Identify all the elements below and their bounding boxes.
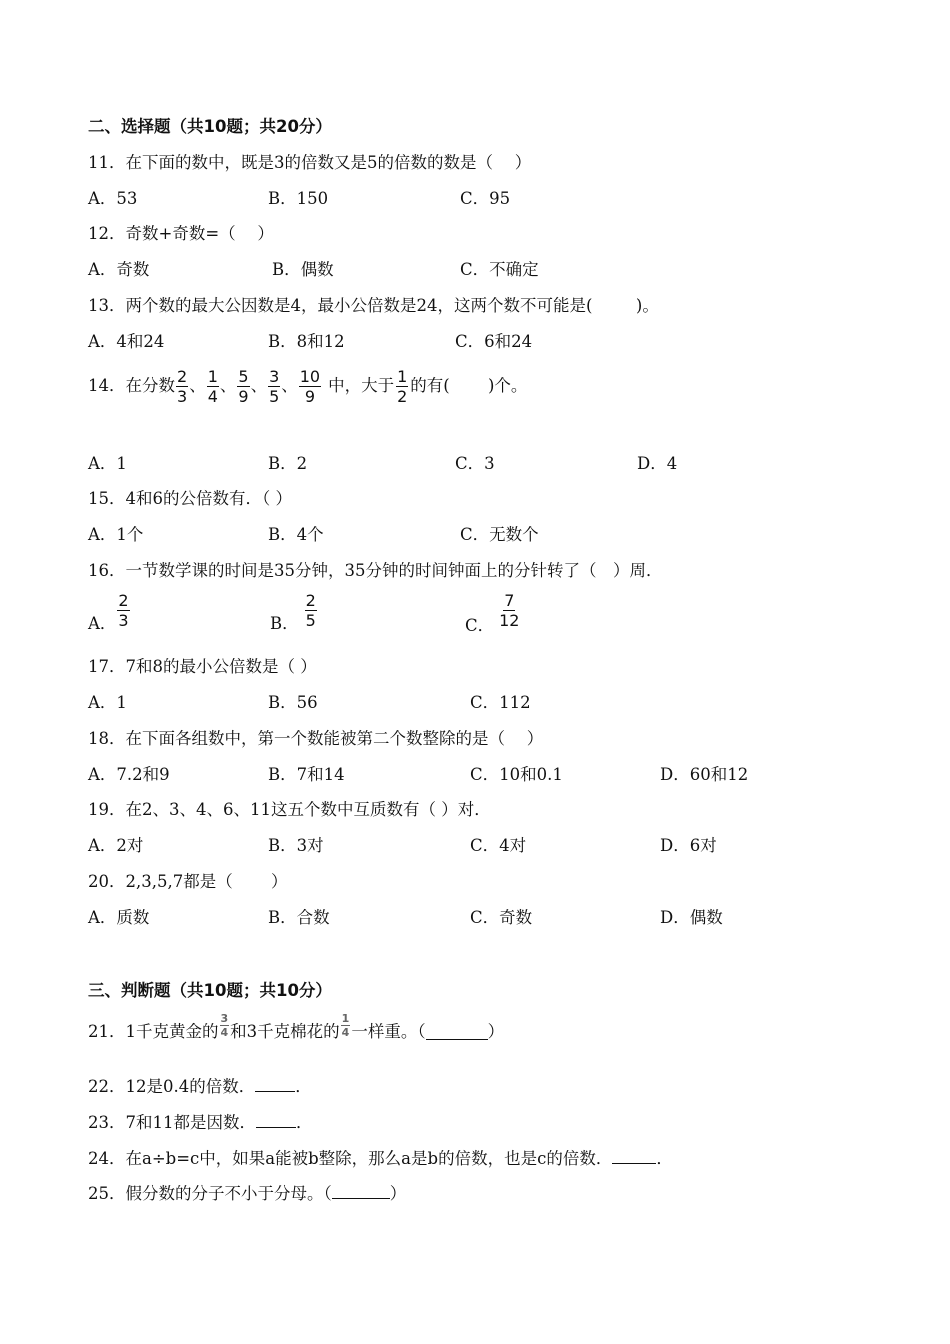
text-part: 和3千克棉花的 <box>230 1022 340 1041</box>
denominator: 9 <box>304 386 316 406</box>
separator: 、 <box>250 376 268 395</box>
option-a: A．4和24 <box>88 332 165 351</box>
option-c: C．不确定 <box>460 260 539 279</box>
option-a: A．7.2和9 <box>88 765 170 784</box>
option-d: D．60和12 <box>660 765 749 784</box>
numerator: 3 <box>220 1011 229 1025</box>
option-c: C．奇数 <box>470 908 533 927</box>
denominator: 5 <box>269 386 280 406</box>
stem-suffix: 的有( )个。 <box>410 376 528 395</box>
option-letter: B． <box>270 614 299 633</box>
option-a <box>88 592 131 636</box>
fraction <box>268 367 280 406</box>
numerator: 2 <box>118 591 129 610</box>
judgement-question <box>88 1112 313 1134</box>
option-a: A．奇数 <box>88 260 150 279</box>
question-text: 22．12是0.4的倍数． <box>88 1077 256 1096</box>
denominator: 2 <box>397 386 408 406</box>
option-a: A．1 <box>88 693 127 712</box>
judgement-question <box>88 1076 312 1098</box>
option-b <box>270 592 318 636</box>
option-letter: A． <box>88 614 117 633</box>
option-d: D．偶数 <box>660 908 723 927</box>
option-b: B．7和14 <box>268 765 345 784</box>
numerator: 7 <box>504 591 515 610</box>
option-a: A．质数 <box>88 908 150 927</box>
option-c: C．10和0.1 <box>470 765 563 784</box>
fraction-half <box>396 367 408 406</box>
question-text: 23．7和11都是因数． <box>88 1113 256 1132</box>
answer-blank[interactable] <box>426 1025 488 1040</box>
option-c: C．95 <box>460 189 511 208</box>
denominator: 3 <box>177 386 188 406</box>
option-a: A．53 <box>88 189 138 208</box>
option-b: B．56 <box>268 693 318 712</box>
fraction <box>498 591 520 630</box>
question-stem: 15．4和6的公倍数有．（ ） <box>88 489 292 508</box>
section-title: 二、选择题（共10题；共20分） <box>88 117 332 136</box>
text-part: ） <box>487 1022 505 1041</box>
denominator: 12 <box>499 611 520 630</box>
fraction <box>220 1012 230 1039</box>
answer-blank[interactable] <box>256 1113 296 1128</box>
question-text: 24．在a÷b=c中，如果a能被b整除，那么a是b的倍数，也是c的倍数． <box>88 1149 613 1168</box>
option-b: B．150 <box>268 189 329 208</box>
option-a: A．2对 <box>88 836 144 855</box>
end-mark: ． <box>656 1149 673 1168</box>
judgement-question <box>88 1010 504 1054</box>
option-c: C．6和24 <box>455 332 533 351</box>
numerator: 1 <box>207 366 218 386</box>
option-b: B．8和12 <box>268 332 345 351</box>
question-stem: 13．两个数的最大公因数是4，最小公倍数是24，这两个数不可能是( )。 <box>88 296 659 315</box>
question-stem: 12．奇数+奇数=（ ） <box>88 224 274 243</box>
fraction <box>117 591 129 630</box>
option-c: C．4对 <box>470 836 527 855</box>
question-stem-fractions <box>88 366 527 406</box>
denominator: 3 <box>118 611 129 630</box>
denominator: 5 <box>305 611 316 630</box>
numerator: 2 <box>305 591 316 610</box>
separator: 、 <box>219 376 237 395</box>
question-stem: 18．在下面各组数中，第一个数能被第二个数整除的是（ ） <box>88 729 544 748</box>
numerator: 3 <box>269 366 280 386</box>
section-title: 三、判断题（共10题；共10分） <box>88 981 332 1000</box>
question-stem: 11．在下面的数中，既是3的倍数又是5的倍数的数是（ ） <box>88 153 532 172</box>
numerator: 2 <box>177 366 188 386</box>
option-b: B．合数 <box>268 908 330 927</box>
option-c: C．无数个 <box>460 525 539 544</box>
option-c: C．3 <box>455 454 495 473</box>
fraction <box>299 367 321 406</box>
fraction <box>341 1012 351 1039</box>
denominator: 4 <box>341 1025 350 1039</box>
fraction <box>176 367 188 406</box>
option-b: B．2 <box>268 454 308 473</box>
denominator: 4 <box>207 386 218 406</box>
end-mark: ） <box>389 1184 407 1203</box>
fraction <box>237 367 249 406</box>
stem-prefix: 14．在分数 <box>88 376 175 395</box>
option-c <box>465 592 521 636</box>
judgement-question <box>88 1148 673 1170</box>
numerator: 5 <box>238 366 249 386</box>
denominator: 4 <box>220 1025 229 1039</box>
separator: 、 <box>281 376 298 395</box>
question-stem: 16．一节数学课的时间是35分钟，35分钟的时间钟面上的分针转了（ ）周． <box>88 561 663 580</box>
question-stem: 20．2,3,5,7都是（ ） <box>88 872 288 891</box>
answer-blank[interactable] <box>255 1077 295 1092</box>
option-b: B．3对 <box>268 836 324 855</box>
denominator: 9 <box>238 386 249 406</box>
option-b: B．4个 <box>268 525 324 544</box>
option-c: C．112 <box>470 693 531 712</box>
end-mark: ． <box>296 1113 313 1132</box>
option-d: D．4 <box>637 454 678 473</box>
option-d: D．6对 <box>660 836 717 855</box>
text-part: 21．1千克黄金的 <box>88 1022 219 1041</box>
question-text: 25．假分数的分子不小于分母。（ <box>88 1184 332 1203</box>
fraction <box>207 367 219 406</box>
option-b: B．偶数 <box>272 260 334 279</box>
option-a: A．1 <box>88 454 127 473</box>
option-a: A．1个 <box>88 525 144 544</box>
numerator: 1 <box>341 1011 350 1025</box>
question-stem: 17．7和8的最小公倍数是（ ） <box>88 657 317 676</box>
numerator: 1 <box>397 366 408 386</box>
stem-mid: 中，大于 <box>328 376 395 395</box>
question-stem: 19．在2、3、4、6、11这五个数中互质数有（ ）对． <box>88 800 491 819</box>
end-mark: ． <box>295 1077 312 1096</box>
text-part: 一样重。（ <box>351 1022 426 1041</box>
fraction <box>305 591 317 630</box>
separator: 、 <box>189 376 206 395</box>
option-letter: C． <box>465 616 495 635</box>
answer-blank[interactable] <box>612 1149 656 1164</box>
answer-blank[interactable] <box>332 1184 390 1199</box>
judgement-question <box>88 1183 406 1205</box>
numerator: 10 <box>299 366 321 386</box>
